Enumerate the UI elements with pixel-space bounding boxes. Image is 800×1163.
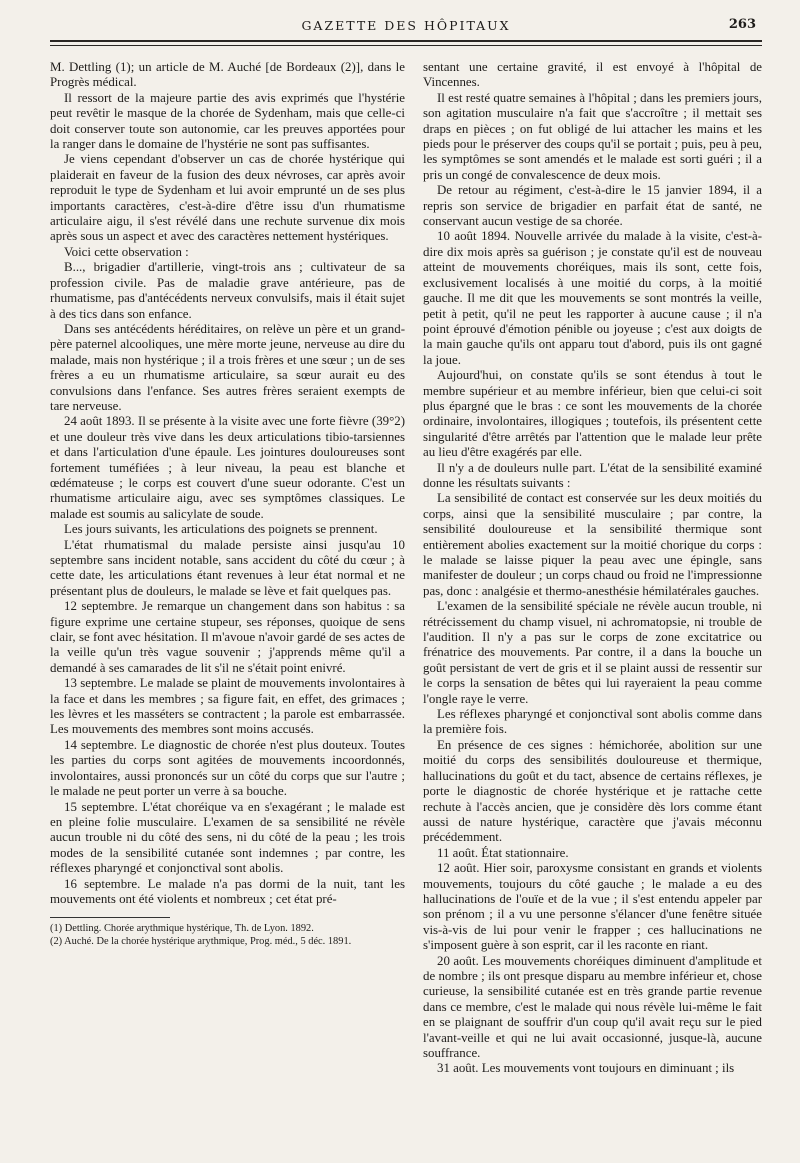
- paragraph: sentant une certaine gravité, il est envoyé à l'hôpital de Vincennes.: [423, 60, 762, 90]
- paragraph: Aujourd'hui, on constate qu'ils se sont étendus à tout le membre supérieur et au membre inférieur, bien que celui-ci soit plus épargné que le bras : ce sont les mouvements de la chorée ordinaire, involontaires, illogiques ; toutefois, ils présentent cette singularité d'être arrêtés par l'attention que le malade leur prête au lieu d'être exagérés par elle.: [423, 368, 762, 460]
- left-column: [50, 60, 405, 1149]
- paragraph: 14 septembre. Le diagnostic de chorée n'est plus douteux. Toutes les parties du corps sont agitées de mouvements incoordonnés, involontaires, aussi prononcés sur un côté du corps que sur l'autre ; le malade ne peut porter un verre à sa bouche.: [50, 737, 405, 799]
- paragraph: 16 septembre. Le malade n'a pas dormi de la nuit, tant les mouvements ont été violents et nombreux ; cet état pré-: [50, 876, 405, 906]
- paragraph: 24 août 1893. Il se présente à la visite avec une forte fièvre (39°2) et une douleur très vive dans les deux articulations tibio-tarsiennes et dans l'articulation d'une épaule. Les jointures douloureuses sont fortement tuméfiées ; à leur niveau, la peau est blanche et œdémateuse ; le corps est couvert d'une sueur odorante. C'est un rhumatisme articulaire aigu, avec ses symptômes classiques. Le malade est soumis au salicylate de soude.: [50, 414, 405, 521]
- page-number: 263: [728, 17, 756, 32]
- paragraph: M. Dettling (1); un article de M. Auché [de Bordeaux (2)], dans le Progrès médical.: [50, 60, 405, 90]
- paragraph: B..., brigadier d'artillerie, vingt-trois ans ; cultivateur de sa profession civile. Pas de maladie grave antérieure, pas de rhumatisme, pas d'antécédents nerveux convulsifs, mais il était sujet à des tics dans son enfance.: [50, 260, 405, 321]
- header-rule: [50, 40, 762, 42]
- paragraph: 12 septembre. Je remarque un changement dans son habitus : sa figure exprime une certaine stupeur, ses réponses, quoique de sens clair, se font avec hésitation. Il m'avoue n'avoir gardé de ses actes de la veille qu'un très vague souvenir ; j'apprends même qu'il a demandé à ses camarades de lit s'il ne s'était point enivré.: [50, 599, 405, 675]
- paragraph: Il n'y a de douleurs nulle part. L'état de la sensibilité examiné donne les résultats suivants :: [423, 460, 762, 490]
- paragraph: La sensibilité de contact est conservée sur les deux moitiés du corps, ainsi que la sensibilité musculaire ; par contre, la sensibilité douloureuse et la sensibilité thermique sont entièrement abolies exactement sur la moitié chorique du corps : le malade se laisse piquer la peau avec une épingle, sans manifester de douleur ; un corps chaud ou froid ne l'impressionne pas, donc : analgésie et thermo-anesthésie hémilatérales gauches.: [423, 491, 762, 598]
- paragraph: En présence de ces signes : hémichorée, abolition sur une moitié du corps des sensibilités douloureuse et thermique, hallucinations du goût et du tact, absence de certains réflexes, je porte le diagnostic de chorée hystérique et je rattache cette rechute à l'accès ancien, que je considère dès lors comme étant aussi de nature hystérique, caractère que j'avais méconnu précédemment.: [423, 737, 762, 845]
- paragraph: L'état rhumatismal du malade persiste ainsi jusqu'au 10 septembre sans incident notable, sans accident du côté du cœur ; à cette date, les articulations étant revenues à leur état normal et ne présentant plus de douleurs, le malade se lève et fait quelques pas.: [50, 537, 405, 598]
- paragraph: L'examen de la sensibilité spéciale ne révèle aucun trouble, ni rétrécissement du champ visuel, ni achromatopsie, ni trouble de l'audition. Il n'y a pas sur le corps de zone excitatrice ou frénatrice des mouvements. Par contre, il a dans la bouche un goût persistant de vert de gris et il se plaint aussi de ressentir sur le corps la sensation de bêtes qui lui rayeraient la peau comme l'ongle raye le verre.: [423, 599, 762, 706]
- footnote-rule: [50, 917, 170, 918]
- paragraph: Voici cette observation :: [64, 244, 189, 259]
- paragraph: 31 août. Les mouvements vont toujours en diminuant ; ils: [437, 1061, 735, 1076]
- footnote: (2) Auché. De la chorée hystérique arythmique, Prog. méd., 5 déc. 1891.: [50, 936, 352, 948]
- paragraph: De retour au régiment, c'est-à-dire le 15 janvier 1894, il a repris son service de brigadier en parfait état de santé, ne conservant aucun vestige de sa chorée.: [423, 183, 762, 229]
- paragraph: 15 septembre. L'état choréique va en s'exagérant ; le malade est en pleine folie musculaire. L'examen de sa sensibilité ne révèle aucun trouble ni du côté des sens, ni du côté de la peau ; les trois modes de la sensibilité cutanée sont indemnes ; par contre, les réflexes pharyngé et conjonctival sont abolis.: [50, 799, 405, 876]
- paragraph: Il ressort de la majeure partie des avis exprimés que l'hystérie peut revêtir le masque de la chorée de Sydenham, mais que celle-ci doit conserver toute son autonomie, car les preuves apportées pour la ranger dans le domaine de l'hystérie ne sont pas suffisantes.: [50, 90, 405, 152]
- paragraph: Il est resté quatre semaines à l'hôpital ; dans les premiers jours, son agitation musculaire n'a fait que s'accroître ; il mettait ses draps en pièces ; on fut obligé de lui attacher les mains et les pieds pour le préserver des coups qu'il se portait ; puis, peu à peu, les symptômes se sont amendés et le malade est sorti guéri ; il a pris un congé de convalescence de deux mois.: [423, 90, 762, 182]
- header-rule-thin: [50, 45, 762, 46]
- paragraph: Dans ses antécédents héréditaires, on relève un père et un grand-père paternel alcooliques, une mère morte jeune, nerveuse au dire du malade, mais non hystérique ; il a trois frères et une sœur ; un de ses frères a eu un rhumatisme articulaire, sa sœur aurait eu des convulsions dans l'enfance. Ses autres frères seraient exempts de tare nerveuse.: [50, 321, 405, 413]
- paragraph: Les jours suivants, les articulations des poignets se prennent.: [64, 522, 378, 537]
- paragraph: Les réflexes pharyngé et conjonctival sont abolis comme dans la première fois.: [423, 707, 762, 737]
- paragraph: Je viens cependant d'observer un cas de chorée hystérique qui plaiderait en faveur de la fusion des deux névroses, car après avoir reproduit le type de Sydenham et lui avoir emprunté un de ses plus importants caractères, c'est-à-dire d'être issu d'un rhumatisme articulaire aigu, il s'est révélé dans une rechute survenue dix mois après sous un aspect et avec des caractères nettement hystériques.: [50, 152, 405, 244]
- running-title: GAZETTE DES HÔPITAUX: [301, 18, 511, 33]
- footnote: (1) Dettling. Chorée arythmique hystérique, Th. de Lyon. 1892.: [50, 923, 314, 935]
- paragraph: 10 août 1894. Nouvelle arrivée du malade à la visite, c'est-à-dire dix mois après sa guérison ; je constate qu'il est de nouveau atteint de mouvements choréiques, mais ils sont, cette fois, exclusivement localisés à une moitié du corps, à la moitié gauche. Il me dit que les mouvements se sont montrés la veille, petit à petit, qu'il ne peut les rapporter à aucune cause ; il n'a point éprouvé d'émotion pénible ou joyeuse ; c'est aux doigts de la main gauche qu'ils ont apparu tout d'abord, puis ils ont gagné la joue.: [423, 229, 762, 367]
- text-columns: [50, 60, 762, 1149]
- paragraph: 11 août. État stationnaire.: [437, 845, 569, 860]
- paragraph: 13 septembre. Le malade se plaint de mouvements involontaires à la face et dans les membres ; sa figure fait, en effet, des grimaces ; les lèvres et les masséters se contractent ; la parole est embarrassée. Les mouvements des membres sont moins accusés.: [50, 676, 405, 737]
- right-column: [423, 60, 762, 1149]
- paragraph: 12 août. Hier soir, paroxysme consistant en grands et violents mouvements, toujours du côté gauche ; le malade a eu des hallucinations de l'ouïe et de la vue ; il s'est entendu appeler par son prénom ; il a vu une personne s'élancer d'une fenêtre située vis-à-vis de lui pour venir le frapper ; ces hallucinations ne s'imposent guère à son esprit, car il les raconte en riant.: [423, 861, 762, 953]
- paragraph: 20 août. Les mouvements choréiques diminuent d'amplitude et de nombre ; ils ont presque disparu au membre inférieur et, chose curieuse, la sensibilité cutanée est en très grande partie revenue dans ce membre, c'est le malade qui nous révèle lui-même le fait en se plaignant de souffrir d'un coup qu'il avait reçu sur le pied l'avant-veille et qui ne lui avait occasionné, jusque-là, aucune souffrance.: [423, 953, 762, 1060]
- page-header: [50, 14, 762, 40]
